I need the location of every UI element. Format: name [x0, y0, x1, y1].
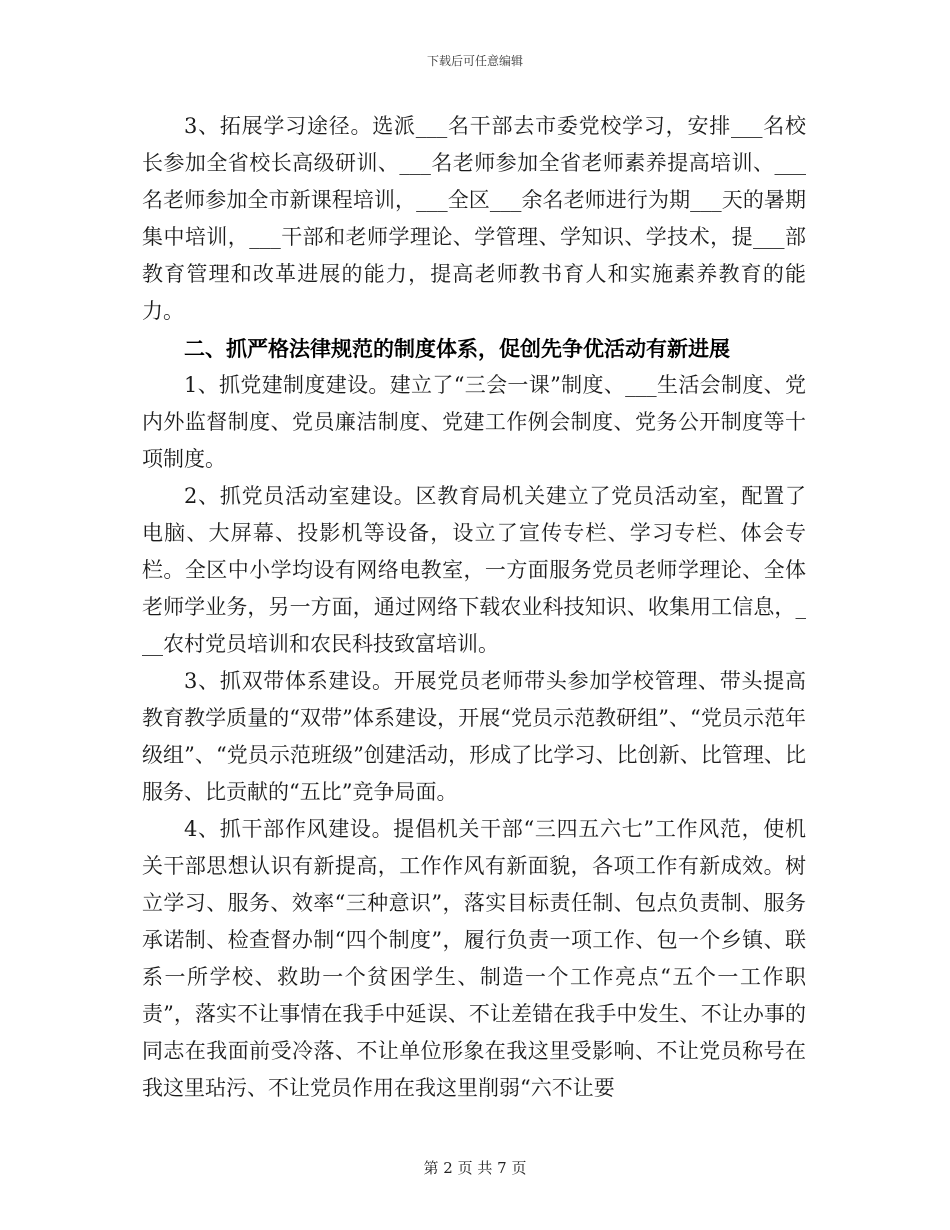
paragraph-party-system: 1、抓党建制度建设。建立了“三会一课”制度、___生活会制度、党内外监督制度、党员廉洁制度、党建工作例会制度、党务公开制度等十项制度。: [142, 373, 806, 471]
document-body: [142, 108, 806, 1107]
paragraph-activity-room: 2、抓党员活动室建设。区教育局机关建立了党员活动室，配置了电脑、大屏幕、投影机等设备，设立了宣传专栏、学习专栏、体会专栏。全区中小学均设有网络电教室，一方面服务党员老师学理论、全体老师学业务，另一方面，通过网络下载农业科技知识、收集用工信息，___农村党员培训和农民科技致富培训。: [142, 484, 806, 656]
paragraph-double-lead: 3、抓双带体系建设。开展党员老师带头参加学校管理、带头提高教育教学质量的“双带”体系建设，开展“党员示范教研组”、“党员示范年级组”、“党员示范班级”创建活动，形成了比学习、比创新、比管理、比服务、比贡献的“五比”竞争局面。: [142, 669, 806, 804]
paragraph-learning-channels: 3、拓展学习途径。选派___名干部去市委党校学习，安排___名校长参加全省校长高级研训、___名老师参加全省老师素养提高培训、___名老师参加全市新课程培训，___全区___余名老师进行为期___天的暑期集中培训，___干部和老师学理论、学管理、学知识、学技术，提___部教育管理和改革进展的能力，提高老师教书育人和实施素养教育的能力。: [142, 114, 806, 323]
section-heading-2: 二、抓严格法律规范的制度体系，促创先争优活动有新进展: [184, 336, 730, 361]
page-number: 第 2 页 共 7 页: [423, 1159, 527, 1177]
page-header: 下载后可任意编辑: [426, 54, 523, 68]
paragraph-cadre-style: 4、抓干部作风建设。提倡机关干部“三四五六七”工作风范，使机关干部思想认识有新提高，工作作风有新面貌，各项工作有新成效。树立学习、服务、效率“三种意识”，落实目标责任制、包点负责制、服务承诺制、检查督办制“四个制度”，履行负责一项工作、包一个乡镇、联系一所学校、救助一个贫困学生、制造一个工作亮点“五个一工作职责”，落实不让事情在我手中延误、不让差错在我手中发生、不让办事的同志在我面前受冷落、不让单位形象在我这里受影响、不让党员称号在我这里玷污、不让党员作用在我这里削弱“六不让要: [142, 817, 806, 1100]
